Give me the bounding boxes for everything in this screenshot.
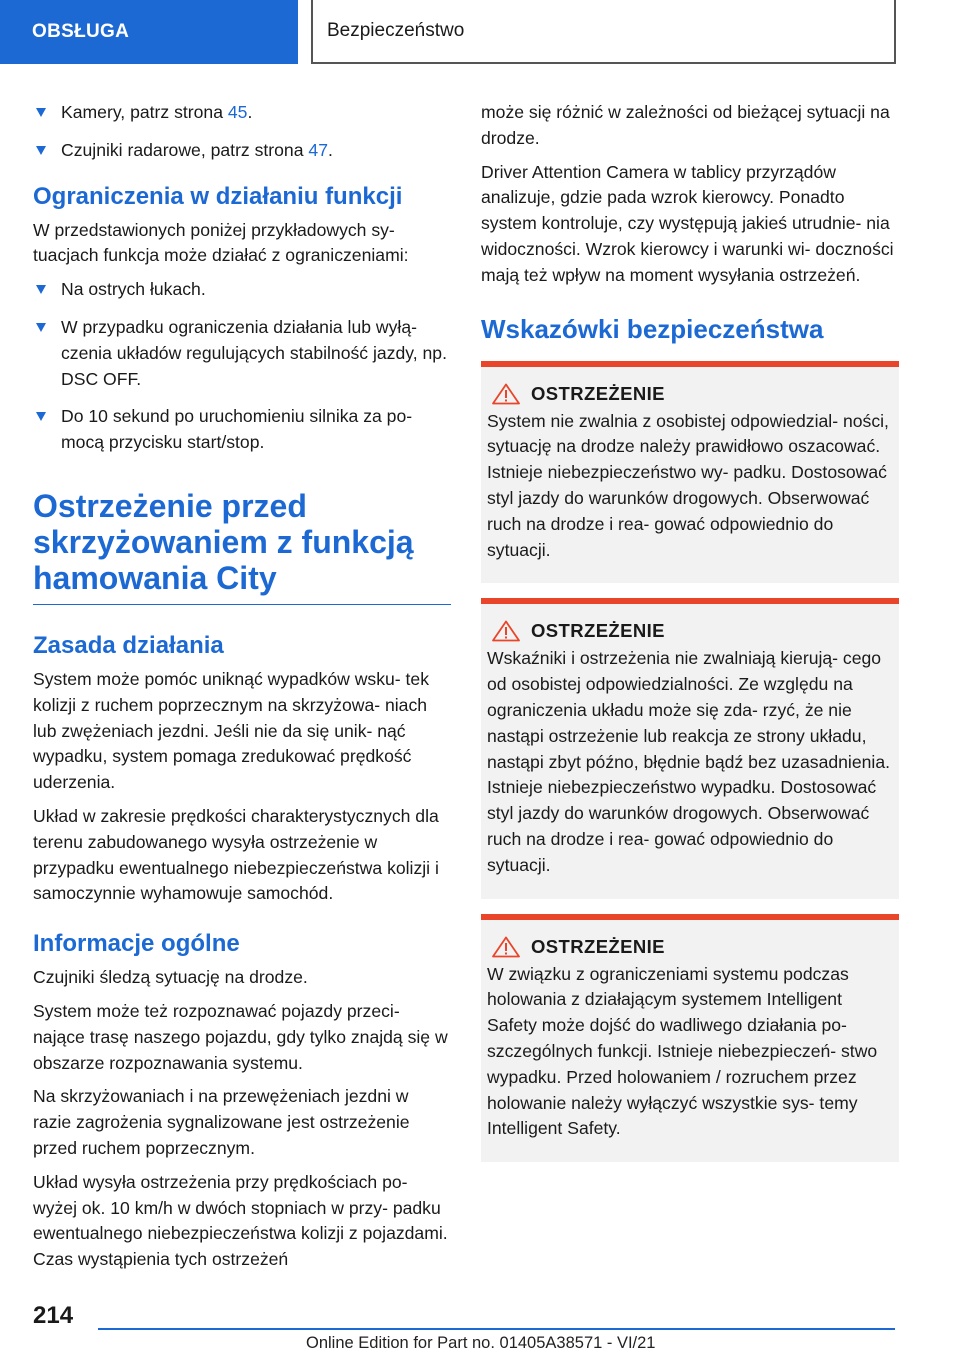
page-number: 214 bbox=[33, 1302, 74, 1329]
warning-header bbox=[487, 383, 893, 405]
page-footer bbox=[0, 1290, 960, 1362]
list-item: Na ostrych łukach. bbox=[33, 277, 451, 303]
list-item: W przypadku ograniczenia działania lub wyłą‐ czenia układów regulujących stabilność jazdy, np. DSC OFF. bbox=[33, 315, 451, 392]
warning-triangle-icon bbox=[491, 936, 521, 958]
paragraph: może się różnić w zależności od bieżącej sytuacji na drodze. bbox=[481, 102, 890, 148]
intro-bullet-list bbox=[33, 100, 451, 164]
warning-text: Wskaźniki i ostrzeżenia nie zwalniają kierują‐ cego od osobistej odpowiedzialności. Ze względu na ograniczenia układu może się zda‐ rzyć, że nie nastąpi ostrzeżenie lub reakcja ze strony układu, nastąpi zbyt późno, błędnie bądź bez uzasadnienia. Istnieje niebezpieczeństwo wypadku. Dostosować styl jazdy do warunków drogowych. Obserwować ruch na drodze i rea‐ gować odpowiednio do sytuacji. bbox=[487, 648, 890, 875]
triangle-bullet-icon bbox=[36, 146, 46, 155]
chapter-title: Bezpieczeństwo bbox=[311, 0, 896, 64]
paragraph: Czujniki śledzą sytuację na drodze. bbox=[33, 967, 308, 988]
paragraph: Układ wysyła ostrzeżenia przy prędkościach po‐ wyżej ok. 10 km/h w dwóch stopniach w przy‐ padku ewentualnego niebezpieczeństwa kolizji z pojazdami. Czas wystąpienia tych ostrzeżeń bbox=[33, 1171, 448, 1270]
list-item: Czujniki radarowe, patrz strona 47. bbox=[33, 138, 451, 164]
edition-text: Online Edition for Part no. 01405A38571 - VI/21 bbox=[306, 1334, 656, 1352]
triangle-bullet-icon bbox=[36, 108, 46, 117]
warning-text: W związku z ograniczeniami systemu podczas holowania z działającym systemem Intelligent Safety może dojść do wadliwego działania po‐ szczególnych funkcji. Istnieje niebezpieczeń‐ stwo wypadku. Przed holowaniem / rozruchem przez holowanie należy wyłączyć wszystkie sys‐ temy Intelligent Safety. bbox=[487, 963, 878, 1139]
left-column bbox=[33, 100, 451, 1281]
warning-title: OSTRZEŻENIE bbox=[531, 935, 665, 957]
warning-header bbox=[487, 620, 893, 642]
list-item: Do 10 sekund po uruchomieniu silnika za po‐ mocą przycisku start/stop. bbox=[33, 404, 451, 456]
paragraph: Driver Attention Camera w tablicy przyrządów analizuje, gdzie pada wzrok kierowcy. Ponadto system kontroluje, czy występują jakieś utrudnie‐ nia widoczności. Wzrok kierowcy i warunki wi‐ doczności mają też wpływ na moment wysyłania ostrzeżeń. bbox=[481, 161, 894, 285]
limits-bullet-list bbox=[33, 277, 451, 456]
footer-divider bbox=[98, 1328, 895, 1330]
paragraph: System może pomóc uniknąć wypadków wsku‐ tek kolizji z ruchem poprzecznym na skrzyżowa‐ niach lub zwężeniach jezdni. Jeśli nie da się unik‐ nąć wypadku, system pomaga zredukować prędkość uderzenia. bbox=[33, 668, 430, 793]
warning-title: OSTRZEŻENIE bbox=[531, 620, 665, 642]
list-item: Kamery, patrz strona 45. bbox=[33, 100, 451, 126]
warning-title: OSTRZEŻENIE bbox=[531, 382, 665, 404]
page-header bbox=[0, 0, 960, 66]
warning-box bbox=[481, 914, 899, 1163]
paragraph: Układ w zakresie prędkości charakterystycznych dla terenu zabudowanego wysyła ostrzeżenie w przypadku ewentualnego niebezpieczeństwa kolizji i samoczynnie wyhamowuje samochód. bbox=[33, 805, 439, 904]
section-heading: Zasada działania bbox=[33, 631, 224, 659]
triangle-bullet-icon bbox=[36, 323, 46, 332]
section-heading: Ograniczenia w działaniu funkcji bbox=[33, 182, 403, 210]
right-column bbox=[481, 100, 899, 1177]
paragraph: Na skrzyżowaniach i na przewężeniach jezdni w razie zagrożenia sygnalizowane jest ostrzeżenie przed ruchem poprzecznym. bbox=[33, 1086, 410, 1158]
section-tab[interactable]: OBSŁUGA bbox=[0, 0, 298, 64]
paragraph: System może też rozpoznawać pojazdy przeci‐ nające trasę naszego pojazdu, gdy tylko znajdą się w obszarze rozpoznawania systemu. bbox=[33, 1000, 448, 1073]
warning-header bbox=[487, 936, 893, 958]
triangle-bullet-icon bbox=[36, 412, 46, 421]
warning-box bbox=[481, 598, 899, 898]
triangle-bullet-icon bbox=[36, 285, 46, 294]
warning-triangle-icon bbox=[491, 383, 521, 405]
warning-text: System nie zwalnia z osobistej odpowiedzial‐ ności, sytuację na drodze należy prawidłowo oszacować. Istnieje niebezpieczeństwo wy‐ padku. Dostosować styl jazdy do warunków drogowych. Obserwować ruch na drodze i rea‐ gować odpowiednio do sytuacji. bbox=[487, 410, 889, 560]
page-link[interactable]: 45 bbox=[227, 102, 248, 122]
section-heading: Informacje ogólne bbox=[33, 930, 240, 958]
chapter-heading: Ostrzeżenie przed skrzyżowaniem z funkcją hamowania City bbox=[33, 488, 451, 605]
page-link[interactable]: 47 bbox=[308, 139, 328, 160]
section-heading: Wskazówki bezpieczeństwa bbox=[481, 313, 824, 344]
warning-triangle-icon bbox=[491, 620, 521, 642]
warning-box bbox=[481, 361, 899, 584]
paragraph: W przedstawionych poniżej przykładowych sy‐ tuacjach funkcja może działać z ograniczeniami: bbox=[33, 219, 409, 266]
